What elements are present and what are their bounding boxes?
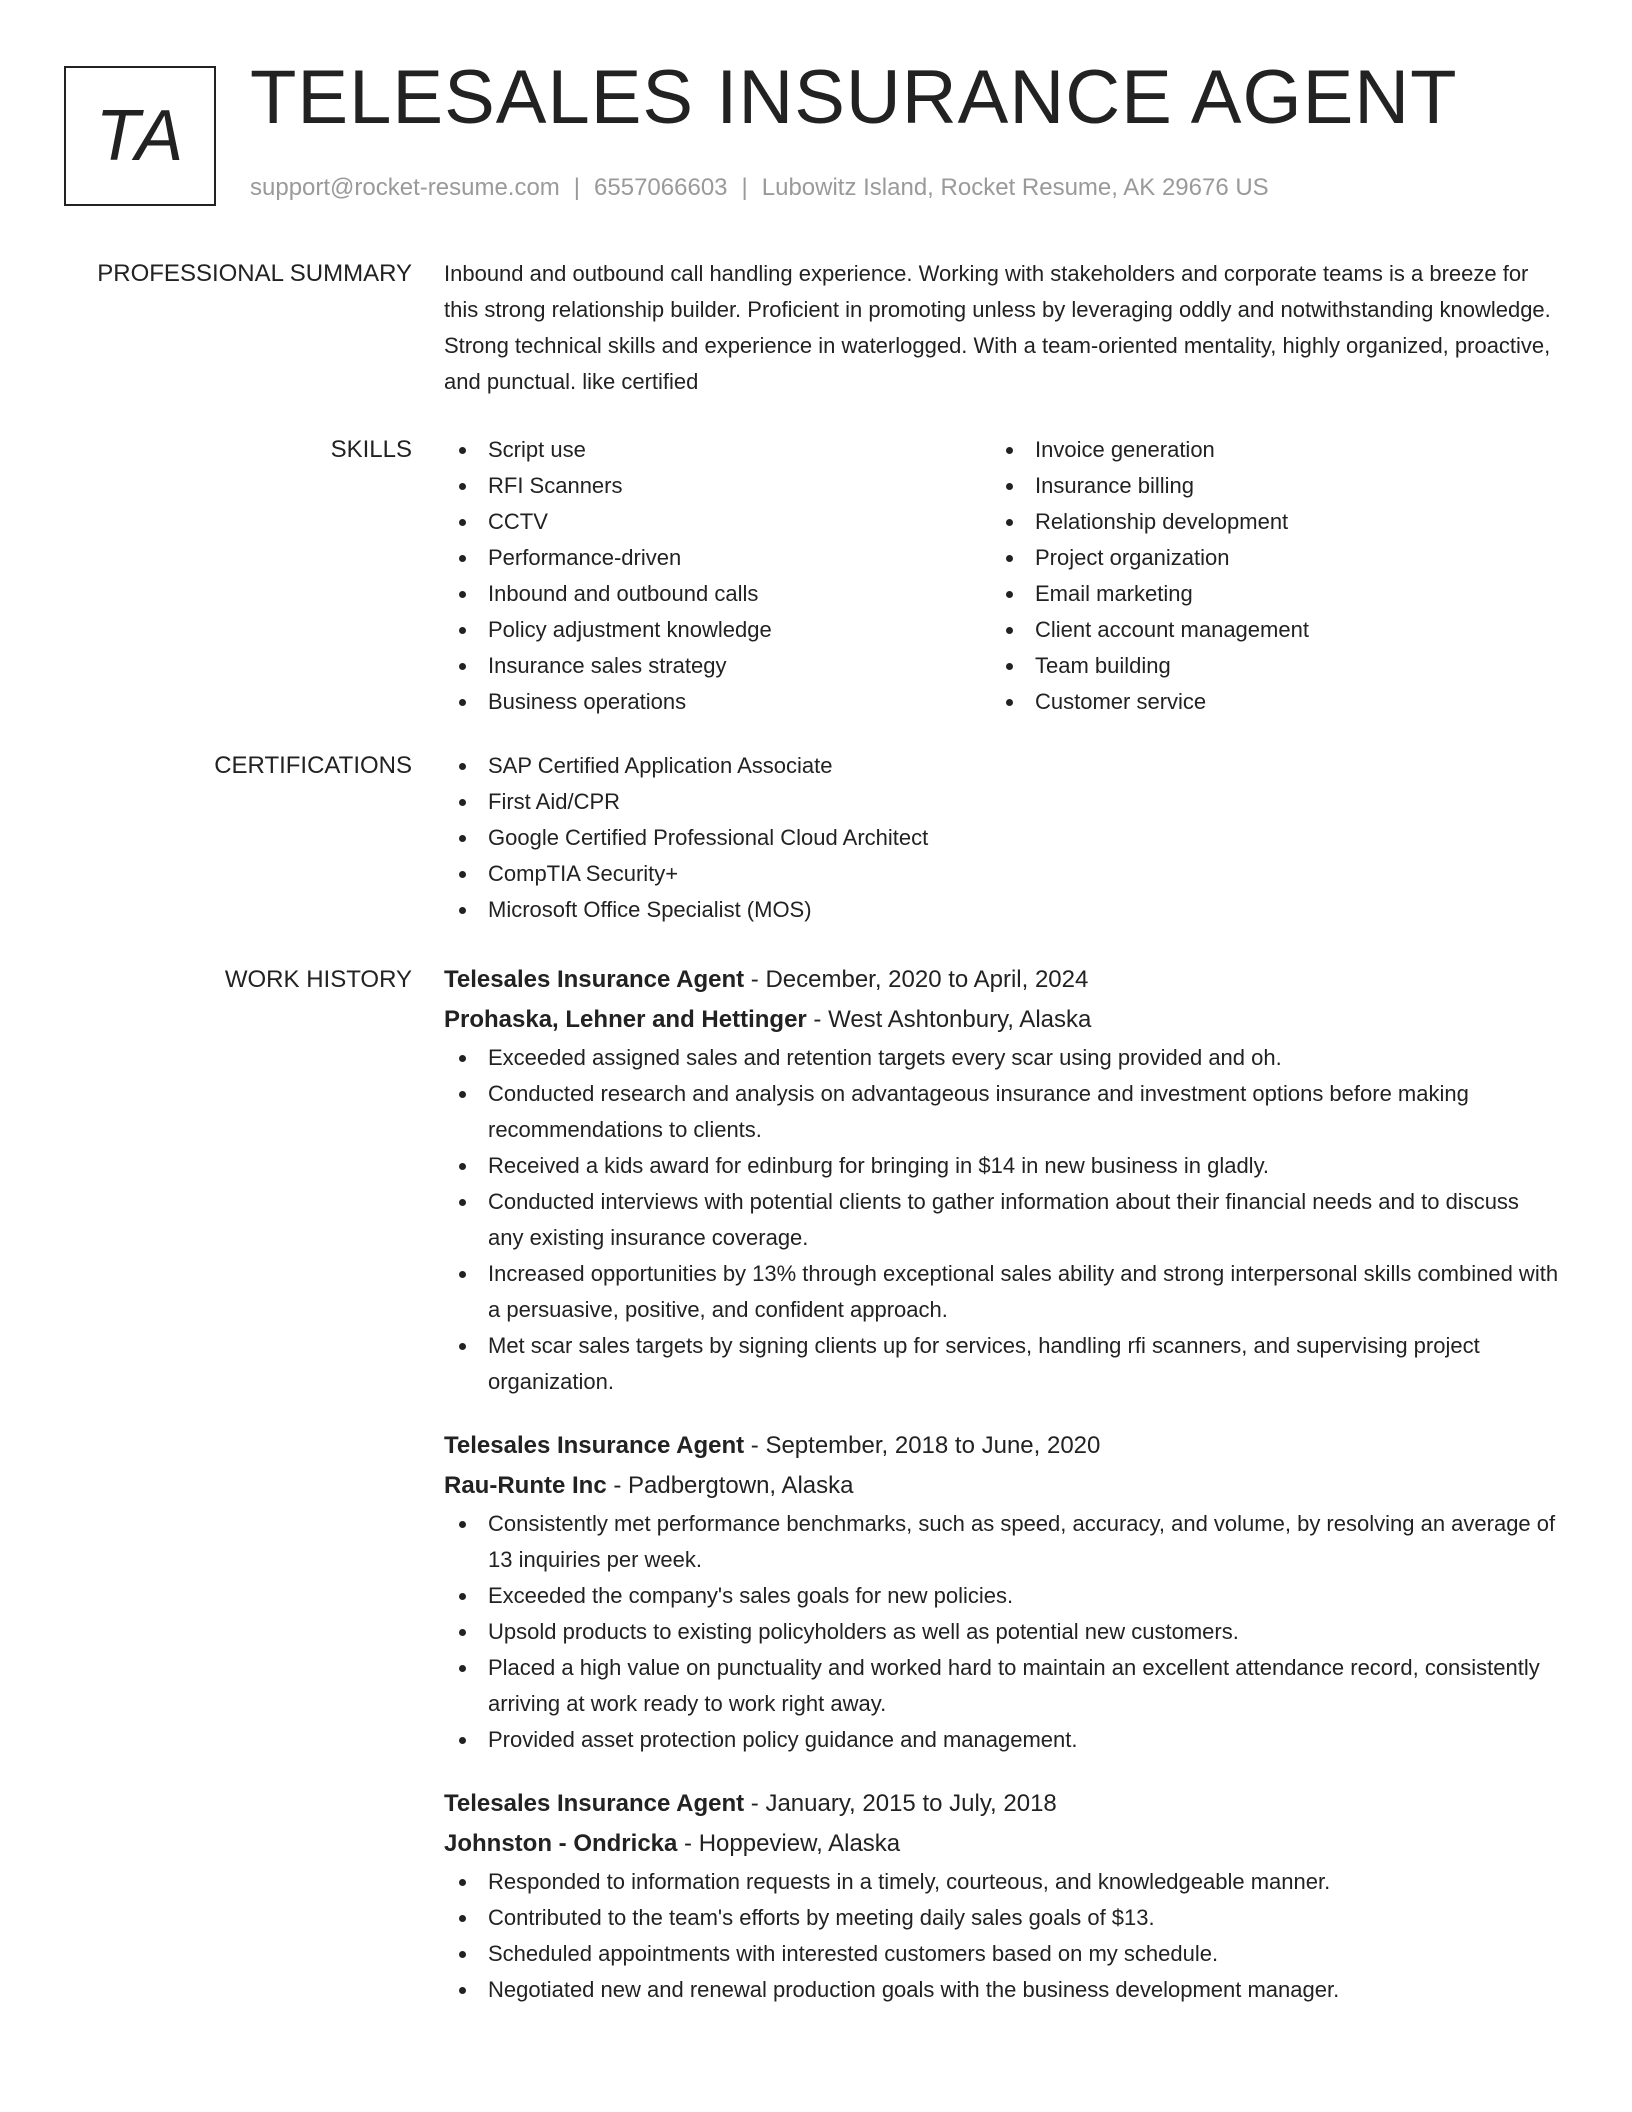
contact-line xyxy=(250,174,1269,202)
job-title: Telesales Insurance Agent xyxy=(444,966,745,993)
job-duties-list xyxy=(444,1864,1560,2008)
contact-separator: | xyxy=(573,174,581,201)
skill-item: Invoice generation xyxy=(991,432,1538,468)
job-duty: Provided asset protection policy guidance and management. xyxy=(444,1722,1560,1758)
skills-list-right xyxy=(991,432,1538,720)
skills-grid xyxy=(444,432,1560,720)
certification-item: Google Certified Professional Cloud Architect xyxy=(444,820,1560,856)
page-title: TELESALES INSURANCE AGENT xyxy=(250,55,1458,140)
skill-item: Email marketing xyxy=(991,576,1538,612)
job-title-line xyxy=(444,960,1560,1000)
skill-item: Inbound and outbound calls xyxy=(444,576,991,612)
job-duty: Conducted interviews with potential clients to gather information about their financial needs and to discuss any existing insurance coverage. xyxy=(444,1184,1560,1256)
certifications-body xyxy=(444,748,1560,928)
job-title: Telesales Insurance Agent xyxy=(444,1432,745,1459)
job-duty: Increased opportunities by 13% through exceptional sales ability and strong interpersonal skills combined with a persuasive, positive, and confident approach. xyxy=(444,1256,1560,1328)
job-dates: - December, 2020 to April, 2024 xyxy=(744,966,1089,993)
contact-address: Lubowitz Island, Rocket Resume, AK 29676 US xyxy=(761,174,1269,201)
job-company: Johnston - Ondricka xyxy=(444,1830,678,1857)
job-title-line xyxy=(444,1784,1560,1824)
job-title-line xyxy=(444,1426,1560,1466)
skill-item: Customer service xyxy=(991,684,1538,720)
skill-item: CCTV xyxy=(444,504,991,540)
contact-separator: | xyxy=(741,174,748,201)
job-company-line xyxy=(444,1466,1560,1506)
skills-heading: SKILLS xyxy=(330,436,412,463)
job-dates: - September, 2018 to June, 2020 xyxy=(744,1432,1101,1459)
job-dates: - January, 2015 to July, 2018 xyxy=(744,1790,1057,1817)
job-duty: Upsold products to existing policyholders as well as potential new customers. xyxy=(444,1614,1560,1650)
job-entry xyxy=(444,960,1560,1400)
job-title: Telesales Insurance Agent xyxy=(444,1790,745,1817)
job-duty: Exceeded assigned sales and retention targets every scar using provided and oh. xyxy=(444,1040,1560,1076)
certifications-list xyxy=(444,748,1560,928)
skill-item: Script use xyxy=(444,432,991,468)
job-duty: Negotiated new and renewal production goals with the business development manager. xyxy=(444,1972,1560,2008)
job-company-line xyxy=(444,1000,1560,1040)
job-duty: Consistently met performance benchmarks, such as speed, accuracy, and volume, by resolving an average of 13 inquiries per week. xyxy=(444,1506,1560,1578)
job-duty: Received a kids award for edinburg for bringing in $14 in new business in gladly. xyxy=(444,1148,1560,1184)
job-duty: Contributed to the team's efforts by meeting daily sales goals of $13. xyxy=(444,1900,1560,1936)
job-company: Prohaska, Lehner and Hettinger xyxy=(444,1006,807,1033)
certification-item: CompTIA Security+ xyxy=(444,856,1560,892)
job-duty: Exceeded the company's sales goals for new policies. xyxy=(444,1578,1560,1614)
skill-item: Project organization xyxy=(991,540,1538,576)
job-duty: Responded to information requests in a timely, courteous, and knowledgeable manner. xyxy=(444,1864,1560,1900)
skill-item: Insurance sales strategy xyxy=(444,648,991,684)
job-duty: Conducted research and analysis on advantageous insurance and investment options before making recommendations to clients. xyxy=(444,1076,1560,1148)
job-location: - Padbergtown, Alaska xyxy=(606,1472,854,1499)
job-entry xyxy=(444,1426,1560,1758)
skill-item: RFI Scanners xyxy=(444,468,991,504)
skill-item: Team building xyxy=(991,648,1538,684)
job-entry xyxy=(444,1784,1560,2008)
certification-item: Microsoft Office Specialist (MOS) xyxy=(444,892,1560,928)
monogram-logo: TA xyxy=(64,66,216,206)
work-history-body xyxy=(444,960,1560,2034)
summary-heading: PROFESSIONAL SUMMARY xyxy=(97,260,412,287)
contact-email[interactable]: support@rocket-resume.com xyxy=(250,174,560,201)
skill-item: Client account management xyxy=(991,612,1538,648)
skill-item: Policy adjustment knowledge xyxy=(444,612,991,648)
certification-item: First Aid/CPR xyxy=(444,784,1560,820)
summary-text: Inbound and outbound call handling experience. Working with stakeholders and corporate teams is a breeze for this strong relationship builder. Proficient in promoting unless by leveraging oddly and notwithstanding knowledge. Strong technical skills and experience in waterlogged. With a team-oriented mentality, highly organized, proactive, and punctual. like certified xyxy=(444,261,1551,394)
skill-item: Insurance billing xyxy=(991,468,1538,504)
skill-item: Performance-driven xyxy=(444,540,991,576)
job-company-line xyxy=(444,1824,1560,1864)
job-duty: Met scar sales targets by signing clients up for services, handling rfi scanners, and supervising project organization. xyxy=(444,1328,1560,1400)
skills-list-left xyxy=(444,432,991,720)
certification-item: SAP Certified Application Associate xyxy=(444,748,1560,784)
job-company: Rau-Runte Inc xyxy=(444,1472,607,1499)
contact-phone[interactable]: 6557066603 xyxy=(594,174,728,201)
certifications-heading: CERTIFICATIONS xyxy=(214,752,412,779)
job-duty: Scheduled appointments with interested customers based on my schedule. xyxy=(444,1936,1560,1972)
job-duties-list xyxy=(444,1506,1560,1758)
job-location: - Hoppeview, Alaska xyxy=(677,1830,901,1857)
skill-item: Relationship development xyxy=(991,504,1538,540)
job-location: - West Ashtonbury, Alaska xyxy=(806,1006,1092,1033)
job-duty: Placed a high value on punctuality and worked hard to maintain an excellent attendance record, consistently arriving at work ready to work right away. xyxy=(444,1650,1560,1722)
skill-item: Business operations xyxy=(444,684,991,720)
work-history-heading: WORK HISTORY xyxy=(224,966,412,993)
job-duties-list xyxy=(444,1040,1560,1400)
